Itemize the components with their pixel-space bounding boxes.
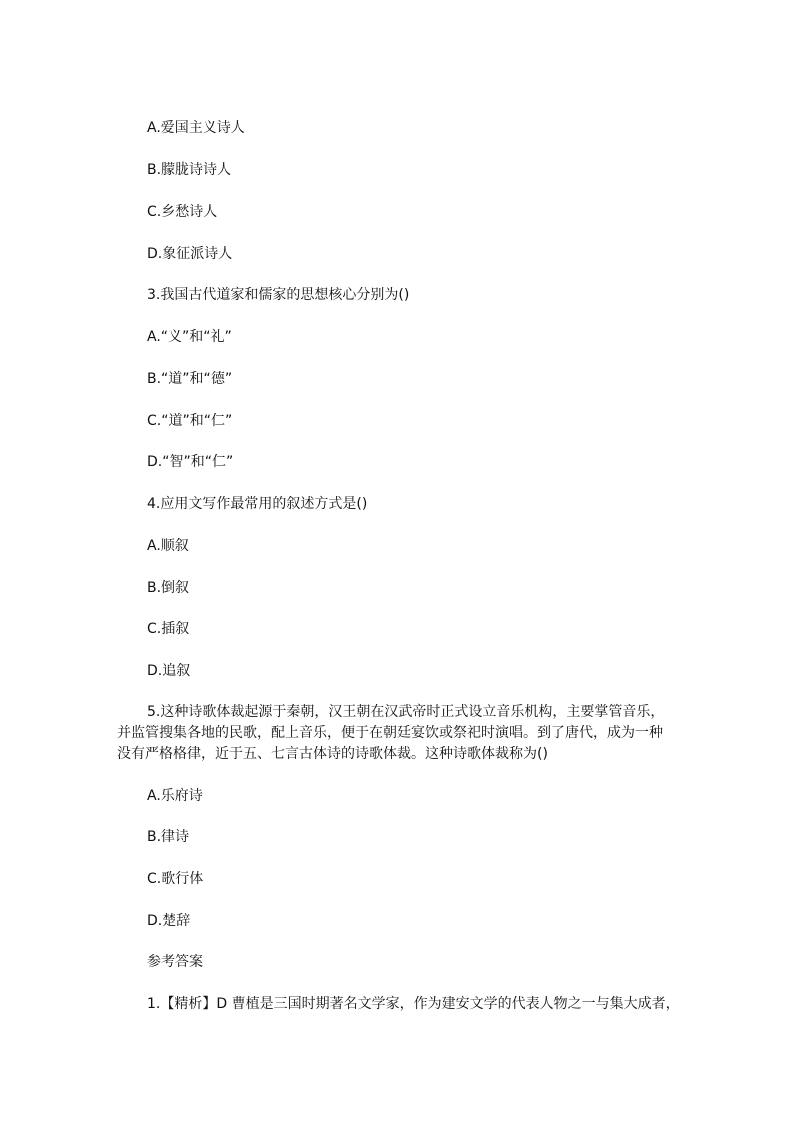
- q5-option-b: B.律诗: [147, 829, 190, 845]
- q3-option-c: C.“道”和“仁”: [147, 413, 233, 429]
- q2-option-a: A.爱国主义诗人: [147, 120, 245, 136]
- q3-option-b: B.“道”和“德”: [147, 371, 233, 387]
- q2-option-d: D.象征派诗人: [147, 246, 233, 262]
- q4-option-a: A.顺叙: [147, 538, 189, 554]
- q5-question-line3: 没有严格格律，近于五、七言古体诗的诗歌体裁。这种诗歌体裁称为(): [117, 746, 548, 762]
- q5-question-line1: 5.这种诗歌体裁起源于秦朝，汉王朝在汉武帝时正式设立音乐机构，主要掌管音乐，: [147, 704, 665, 720]
- q3-option-a: A.“义”和“礼”: [147, 329, 232, 345]
- answer-item-1: 1.【精析】D 曹植是三国时期著名文学家，作为建安文学的代表人物之一与集大成者，: [147, 996, 680, 1012]
- q3-option-d: D.“智”和“仁”: [147, 454, 234, 470]
- q2-option-c: C.乡愁诗人: [147, 204, 218, 220]
- q5-question-line2: 并监管搜集各地的民歌，配上音乐，便于在朝廷宴饮或祭祀时演唱。到了唐代，成为一种: [117, 725, 663, 741]
- q4-option-c: C.插叙: [147, 621, 190, 637]
- q5-option-d: D.楚辞: [147, 913, 191, 929]
- q3-question: 3.我国古代道家和儒家的思想核心分别为(): [147, 287, 410, 303]
- q2-option-b: B.朦胧诗诗人: [147, 162, 232, 178]
- q4-question: 4.应用文写作最常用的叙述方式是(): [147, 496, 368, 512]
- q4-option-b: B.倒叙: [147, 580, 190, 596]
- q5-option-a: A.乐府诗: [147, 788, 203, 804]
- q4-option-d: D.追叙: [147, 663, 191, 679]
- answers-heading: 参考答案: [147, 954, 203, 970]
- q5-option-c: C.歌行体: [147, 871, 204, 887]
